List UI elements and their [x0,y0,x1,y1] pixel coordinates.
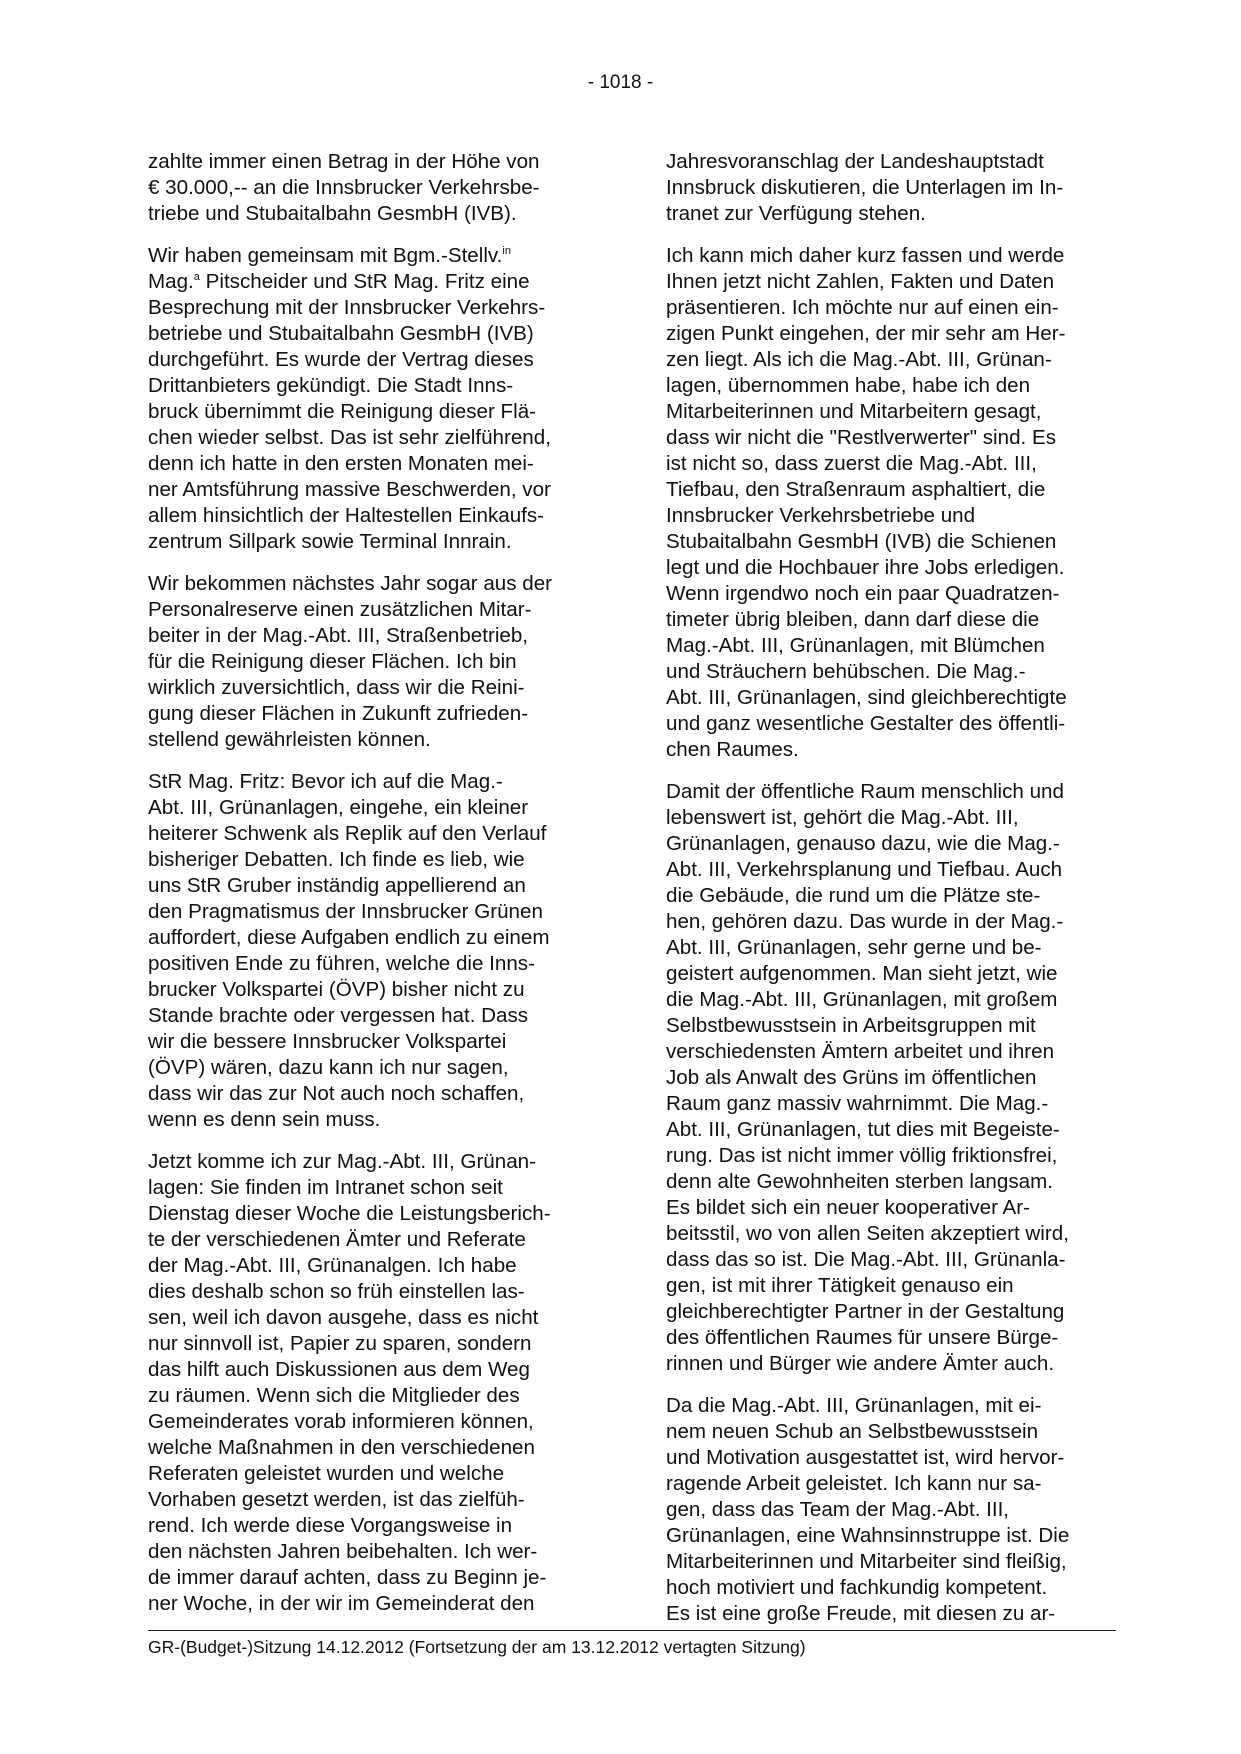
text-line: Abt. III, Grünanlagen, eingehe, ein kleiner [148,796,529,819]
text-line: Gemeinderates vorab informieren können, [148,1410,534,1433]
text-line: Job als Anwalt des Grüns im öffentlichen [666,1066,1037,1089]
text-line: rinnen und Bürger wie andere Ämter auch. [666,1352,1055,1375]
text-line: Ihnen jetzt nicht Zahlen, Fakten und Daten [666,270,1055,293]
paragraph [666,1393,1114,1627]
text-line: das hilft auch Diskussionen aus dem Weg [148,1358,530,1381]
text-line: Jetzt komme ich zur Mag.-Abt. III, Grünan- [148,1150,536,1173]
text-line: de immer darauf achten, dass zu Beginn je- [148,1566,547,1589]
text-line: den nächsten Jahren beibehalten. Ich wer- [148,1540,538,1563]
text-line: bruck übernimmt die Reinigung dieser Flä- [148,400,537,423]
text-line: zen liegt. Als ich die Mag.-Abt. III, Grünan- [666,348,1052,371]
text-line: gen, dass das Team der Mag.-Abt. III, [666,1498,1010,1521]
footer-divider [148,1630,1116,1631]
text-line: dass wir nicht die "Restlverwerter" sind. Es [666,426,1057,449]
paragraph [666,243,1114,763]
text-line: Es bildet sich ein neuer kooperativer Ar- [666,1196,1031,1219]
text-line: hoch motiviert und fachkundig kompetent. [666,1576,1048,1599]
text-line: chen Raumes. [666,738,799,761]
text-line: zu räumen. Wenn sich die Mitglieder des [148,1384,520,1407]
left-column [148,149,596,1633]
text-line: Es ist eine große Freude, mit diesen zu ar- [666,1602,1056,1625]
text-line: legt und die Hochbauer ihre Jobs erledigen. [666,556,1065,579]
text-line: welche Maßnahmen in den verschiedenen [148,1436,535,1459]
text-line: stellend gewährleisten können. [148,728,431,751]
text-line: auffordert, diese Aufgaben endlich zu einem [148,926,550,949]
text-line: chen wieder selbst. Das ist sehr zielführend, [148,426,551,449]
paragraph [666,779,1114,1377]
text-line: beitsstil, wo von allen Seiten akzeptiert wird, [666,1222,1069,1245]
text-line: ragende Arbeit geleistet. Ich kann nur sa- [666,1472,1042,1495]
text-line: gleichberechtigter Partner in der Gestaltung [666,1300,1065,1323]
text-line: Stubaitalbahn GesmbH (IVB) die Schienen [666,530,1057,553]
text-line: Wir bekommen nächstes Jahr sogar aus der [148,572,553,595]
text-line: dass wir das zur Not auch noch schaffen, [148,1082,525,1105]
text-line: Vorhaben gesetzt werden, ist das zielfüh- [148,1488,525,1511]
text-line: und ganz wesentliche Gestalter des öffentli- [666,712,1066,735]
text-line: Tiefbau, den Straßenraum asphaltiert, die [666,478,1046,501]
page-number: - 1018 - [587,72,654,93]
text-line: Abt. III, Grünanlagen, sind gleichberechtigte [666,686,1067,709]
text-line: wenn es denn sein muss. [148,1108,381,1131]
text-line: ner Woche, in der wir im Gemeinderat den [148,1592,535,1615]
paragraph [148,149,596,227]
text-line: dies deshalb schon so früh einstellen las- [148,1280,525,1303]
text-line: rend. Ich werde diese Vorgangsweise in [148,1514,513,1537]
text-line: Mag.-Abt. III, Grünanlagen, mit Blümchen [666,634,1045,657]
text-line: beiter in der Mag.-Abt. III, Straßenbetrieb, [148,624,529,647]
text-line: Stande brachte oder vergessen hat. Dass [148,1004,529,1027]
text-line: lagen: Sie finden im Intranet schon seit [148,1176,503,1199]
paragraph [148,571,596,753]
text-line: Wir haben gemeinsam mit Bgm.-Stellv.$^{in}$ [148,244,511,267]
text-line: uns StR Gruber inständig appellierend an [148,874,526,897]
text-line: gen, ist mit ihrer Tätigkeit genauso ein [666,1274,1014,1297]
text-line: nur sinnvoll ist, Papier zu sparen, sondern [148,1332,532,1355]
paragraph [666,149,1114,227]
text-line: lagen, übernommen habe, habe ich den [666,374,1031,397]
text-line: tranet zur Verfügung stehen. [666,202,926,225]
text-line: und Motivation ausgestattet ist, wird hervor- [666,1446,1065,1469]
text-line: wir die bessere Innsbrucker Volkspartei [148,1030,507,1053]
text-line: gung dieser Flächen in Zukunft zufrieden- [148,702,529,725]
text-line: Mitarbeiterinnen und Mitarbeitern gesagt, [666,400,1042,423]
text-line: allem hinsichtlich der Haltestellen Einkaufs- [148,504,545,527]
text-line: heiterer Schwenk als Replik auf den Verlauf [148,822,547,845]
text-line: timeter übrig bleiben, dann darf diese die [666,608,1040,631]
text-line: Grünanlagen, genauso dazu, wie die Mag.- [666,832,1060,855]
text-line: Besprechung mit der Innsbrucker Verkehrs- [148,296,546,319]
text-line: Mag.$^a$ Pitscheider und StR Mag. Fritz eine [148,270,530,293]
text-line: zigen Punkt eingehen, der mir sehr am Her- [666,322,1066,345]
text-line: Mitarbeiterinnen und Mitarbeiter sind fleißig, [666,1550,1067,1573]
text-line: wirklich zuversichtlich, dass wir die Reini- [148,676,525,699]
text-line: lebenswert ist, gehört die Mag.-Abt. III, [666,806,1019,829]
text-line: triebe und Stubaitalbahn GesmbH (IVB). [148,202,517,225]
paragraph [148,1149,596,1617]
text-line: verschiedensten Ämtern arbeitet und ihren [666,1040,1055,1063]
text-line: te der verschiedenen Ämter und Referate [148,1228,526,1251]
text-line: Personalreserve einen zusätzlichen Mitar- [148,598,532,621]
text-line: (ÖVP) wären, dazu kann ich nur sagen, [148,1056,509,1079]
text-line: Dienstag dieser Woche die Leistungsberich- [148,1202,551,1225]
text-line: den Pragmatismus der Innsbrucker Grünen [148,900,543,923]
text-line: dass das so ist. Die Mag.-Abt. III, Grünanla- [666,1248,1066,1271]
text-line: durchgeführt. Es wurde der Vertrag dieses [148,348,534,371]
text-line: zentrum Sillpark sowie Terminal Innrain. [148,530,512,553]
text-line: StR Mag. Fritz: Bevor ich auf die Mag.- [148,770,503,793]
text-line: und Sträuchern behübschen. Die Mag.- [666,660,1026,683]
text-line: Da die Mag.-Abt. III, Grünanlagen, mit ei- [666,1394,1042,1417]
text-line: denn alte Gewohnheiten sterben langsam. [666,1170,1053,1193]
text-line: präsentieren. Ich möchte nur auf einen ein- [666,296,1059,319]
text-line: brucker Volkspartei (ÖVP) bisher nicht zu [148,978,525,1001]
text-line: rung. Das ist nicht immer völlig friktionsfrei, [666,1144,1058,1167]
text-line: bisheriger Debatten. Ich finde es lieb, wie [148,848,525,871]
right-column [666,149,1114,1643]
text-line: Ich kann mich daher kurz fassen und werde [666,244,1065,267]
text-line: Selbstbewusstsein in Arbeitsgruppen mit [666,1014,1036,1037]
text-line: die Gebäude, die rund um die Plätze ste- [666,884,1041,907]
text-line: für die Reinigung dieser Flächen. Ich bin [148,650,517,673]
text-line: Grünanlagen, eine Wahnsinnstruppe ist. Die [666,1524,1070,1547]
text-line: Jahresvoranschlag der Landeshauptstadt [666,150,1044,173]
footer-text: GR-(Budget-)Sitzung 14.12.2012 (Fortsetzung der am 13.12.2012 vertagten Sitzung) [148,1637,806,1657]
text-line: ist nicht so, dass zuerst die Mag.-Abt. III, [666,452,1037,475]
text-line: des öffentlichen Raumes für unsere Bürge- [666,1326,1059,1349]
text-line: Abt. III, Grünanlagen, sehr gerne und be- [666,936,1042,959]
text-line: die Mag.-Abt. III, Grünanlagen, mit großem [666,988,1058,1011]
text-line: Abt. III, Grünanlagen, tut dies mit Begeiste- [666,1118,1060,1141]
text-line: Drittanbieters gekündigt. Die Stadt Inns- [148,374,514,397]
text-line: Wenn irgendwo noch ein paar Quadratzen- [666,582,1060,605]
text-line: ner Amtsführung massive Beschwerden, vor [148,478,551,501]
text-line: Damit der öffentliche Raum menschlich und [666,780,1064,803]
text-line: der Mag.-Abt. III, Grünanalgen. Ich habe [148,1254,517,1277]
text-line: Innsbruck diskutieren, die Unterlagen im In- [666,176,1064,199]
text-line: denn ich hatte in den ersten Monaten mei- [148,452,534,475]
text-line: zahlte immer einen Betrag in der Höhe von [148,150,540,173]
text-line: € 30.000,-- an die Innsbrucker Verkehrsbe- [148,176,540,199]
text-line: geistert aufgenommen. Man sieht jetzt, wie [666,962,1058,985]
text-line: betriebe und Stubaitalbahn GesmbH (IVB) [148,322,534,345]
text-line: sen, weil ich davon ausgehe, dass es nicht [148,1306,539,1329]
text-line: positiven Ende zu führen, welche die Inns- [148,952,535,975]
text-line: hen, gehören dazu. Das wurde in der Mag.- [666,910,1064,933]
paragraph [148,243,596,555]
text-line: Abt. III, Verkehrsplanung und Tiefbau. Auch [666,858,1063,881]
text-line: Innsbrucker Verkehrsbetriebe und [666,504,976,527]
paragraph [148,769,596,1133]
text-line: Referaten geleistet wurden und welche [148,1462,505,1485]
text-line: nem neuen Schub an Selbstbewusstsein [666,1420,1039,1443]
text-line: Raum ganz massiv wahrnimmt. Die Mag.- [666,1092,1049,1115]
